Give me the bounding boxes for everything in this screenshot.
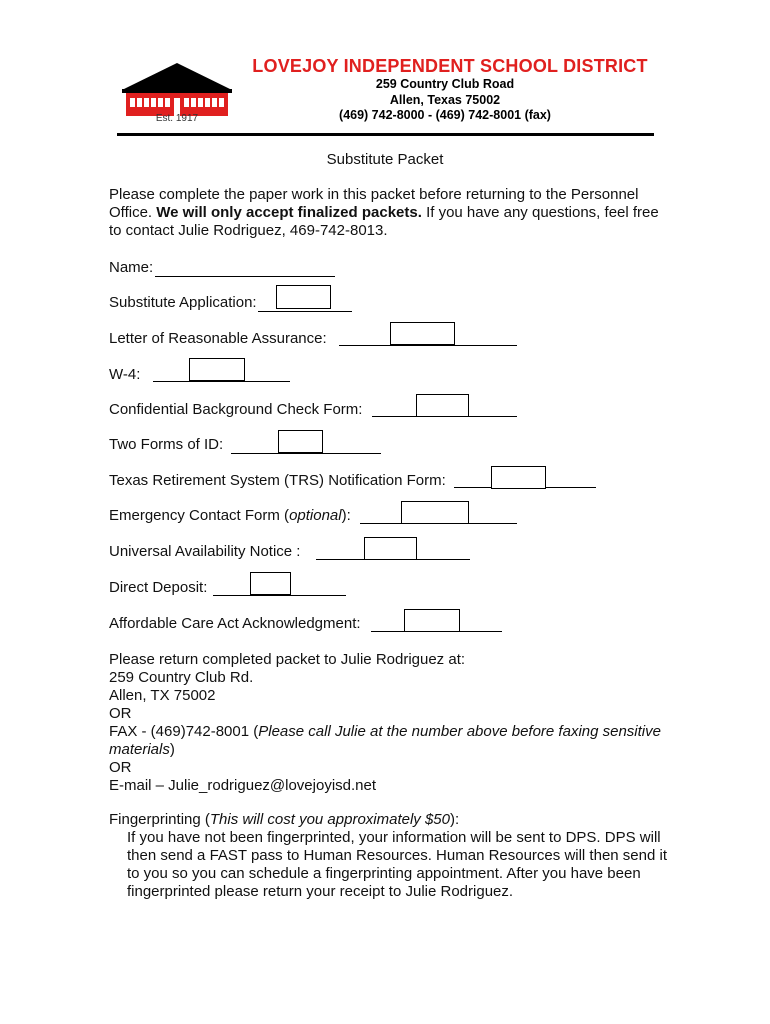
emergency-label-lead: Emergency Contact Form ( (109, 507, 290, 524)
w4-line (153, 381, 290, 382)
return-email: E-mail – Julie_rodriguez@lovejoyisd.net (109, 777, 377, 794)
return-city: Allen, TX 75002 (109, 687, 216, 704)
fingerprinting-cost: This will cost you approximately $50 (209, 811, 450, 828)
intro-bold: We will only accept finalized packets. (156, 204, 422, 221)
return-street: 259 Country Club Rd. (109, 669, 254, 686)
return-fax (109, 723, 669, 759)
fax-prefix: FAX - (469)742-8001 ( (109, 723, 259, 740)
w4-checkbox[interactable] (189, 358, 245, 381)
emergency-contact-checkbox[interactable] (401, 501, 469, 524)
field-label: Two Forms of ID: (109, 436, 224, 453)
field-label: Letter of Reasonable Assurance: (109, 330, 327, 347)
field-label: Confidential Background Check Form: (109, 401, 363, 418)
page-title: Substitute Packet (326, 151, 444, 168)
trs-checkbox[interactable] (491, 466, 546, 489)
name-input-line[interactable] (155, 276, 335, 277)
field-label (109, 507, 351, 524)
substitute-application-checkbox[interactable] (276, 285, 331, 309)
field-label: Direct Deposit: (109, 579, 208, 596)
aca-checkbox[interactable] (404, 609, 460, 632)
fingerprinting-label: Fingerprinting ( (109, 811, 210, 828)
district-city: Allen, Texas 75002 (389, 93, 501, 107)
return-heading: Please return completed packet to Julie Rodriguez at: (109, 651, 466, 668)
district-phone: (469) 742-8000 - (469) 742-8001 (fax) (339, 108, 551, 122)
field-label: Name: (109, 259, 154, 276)
two-forms-id-checkbox[interactable] (278, 430, 323, 453)
emergency-optional-label: optional (289, 507, 342, 524)
logo-est-label: Est. 1917 (155, 113, 199, 124)
fingerprinting-body: If you have not been fingerprinted, your information will be sent to DPS. DPS will then send a FAST pass to Human Resources. Human Resources will then send it to you so you can schedule a fingerprinting appointment. After you have been fingerprinted please return your receipt to Julie Rodriguez. (127, 829, 667, 900)
intro-lead: Please complete the paper work in this packet before returning to the Personnel Office. (109, 186, 639, 221)
field-label: Affordable Care Act Acknowledgment: (109, 615, 361, 632)
return-instructions (109, 651, 669, 795)
reasonable-assurance-checkbox[interactable] (390, 322, 455, 345)
emergency-label-close: ): (341, 507, 351, 524)
fax-note: Please call Julie at the number above before faxing sensitive materials (109, 723, 661, 758)
direct-deposit-checkbox[interactable] (250, 572, 291, 595)
district-address: 259 Country Club Road (375, 77, 515, 91)
return-or: OR (109, 705, 132, 722)
intro-paragraph (109, 186, 669, 240)
return-or: OR (109, 759, 132, 776)
logo-windows-left (130, 98, 170, 108)
fingerprinting-heading (109, 811, 669, 829)
field-label: Texas Retirement System (TRS) Notification Form: (109, 472, 446, 489)
availability-checkbox[interactable] (364, 537, 417, 560)
fingerprinting-section (109, 811, 669, 901)
field-label: Universal Availability Notice : (109, 543, 301, 560)
background-check-checkbox[interactable] (416, 394, 469, 417)
district-name: LOVEJOY INDEPENDENT SCHOOL DISTRICT (252, 56, 648, 76)
substitute-application-line (258, 311, 352, 312)
logo-roof (122, 63, 232, 90)
direct-deposit-line (213, 595, 346, 596)
fingerprinting-label-close: ): (450, 811, 460, 828)
reasonable-assurance-line (339, 345, 517, 346)
two-forms-id-line (231, 453, 381, 454)
header-divider (117, 133, 654, 136)
intro-tail: If you have any questions, feel free to contact Julie Rodriguez, 469-742-8013. (109, 204, 659, 239)
logo-windows-right (184, 98, 224, 108)
field-label: W-4: (109, 366, 141, 383)
fax-suffix: ) (169, 741, 175, 758)
field-label: Substitute Application: (109, 294, 257, 311)
